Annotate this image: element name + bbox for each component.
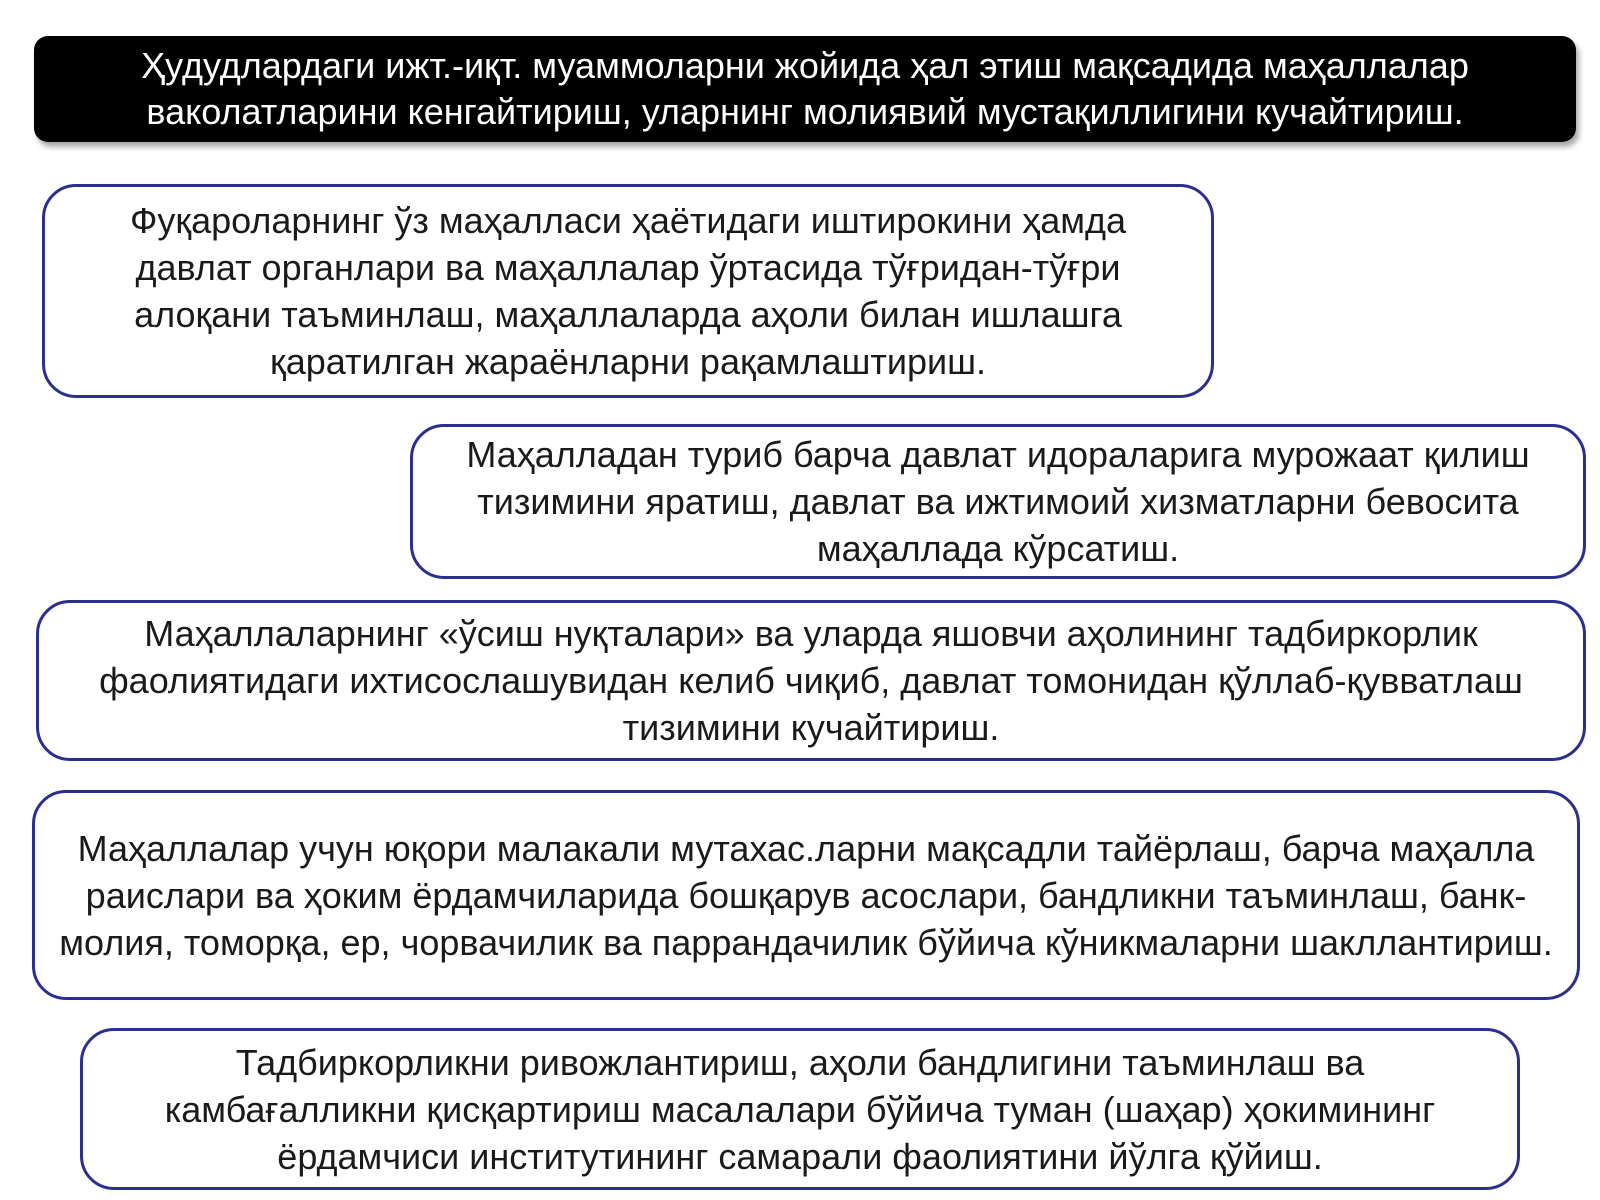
header-title: Ҳудудлардаги ижт.-иқт. муаммоларни жойида ҳал этиш мақсадида маҳаллалар ваколатларини кенгайтириш, уларнинг молиявий мустақиллигини кучайтириш. — [141, 45, 1469, 132]
item-card-4-text: Маҳаллалар учун юқори малакали мутахас.ларни мақсадли тайёрлаш, барча маҳалла раислари ва ҳоким ёрдамчиларида бошқарув асослари, бандликни таъминлаш, банк-молия, томорқа, ер, чорвачилик ва паррандачилик бўйича кўникмаларни шакллантириш. — [59, 827, 1553, 963]
header-banner — [34, 36, 1576, 142]
item-card-4 — [32, 790, 1580, 1000]
item-card-2-text: Маҳалладан туриб барча давлат идораларига мурожаат қилиш тизимини яратиш, давлат ва ижтимоий хизматларни бевосита маҳаллада кўрсатиш. — [466, 434, 1530, 569]
item-card-3-text: Маҳаллаларнинг «ўсиш нуқталари» ва уларда яшовчи аҳолининг тадбиркорлик фаолиятидаги ихтисослашувидан келиб чиқиб, давлат томонидан қўллаб-қувватлаш тизимини кучайтириш. — [99, 613, 1523, 748]
item-card-3 — [36, 600, 1586, 761]
item-card-5-text: Тадбиркорликни ривожлантириш, аҳоли бандлигини таъминлаш ва камбағалликни қисқартириш масалалари бўйича туман (шаҳар) ҳокимининг ёрдамчиси институтининг самарали фаолиятини йўлга қўйиш. — [164, 1041, 1436, 1177]
item-card-1-text: Фуқароларнинг ўз маҳалласи ҳаётидаги иштирокини ҳамда давлат органлари ва маҳаллалар ўртасида тўғридан-тўғри алоқани таъминлаш, маҳаллаларда аҳоли билан ишлашга қаратилган жараёнларни рақамлаштириш. — [129, 200, 1127, 382]
item-card-5 — [80, 1028, 1520, 1190]
item-card-2 — [410, 424, 1586, 579]
item-card-1 — [42, 184, 1214, 398]
